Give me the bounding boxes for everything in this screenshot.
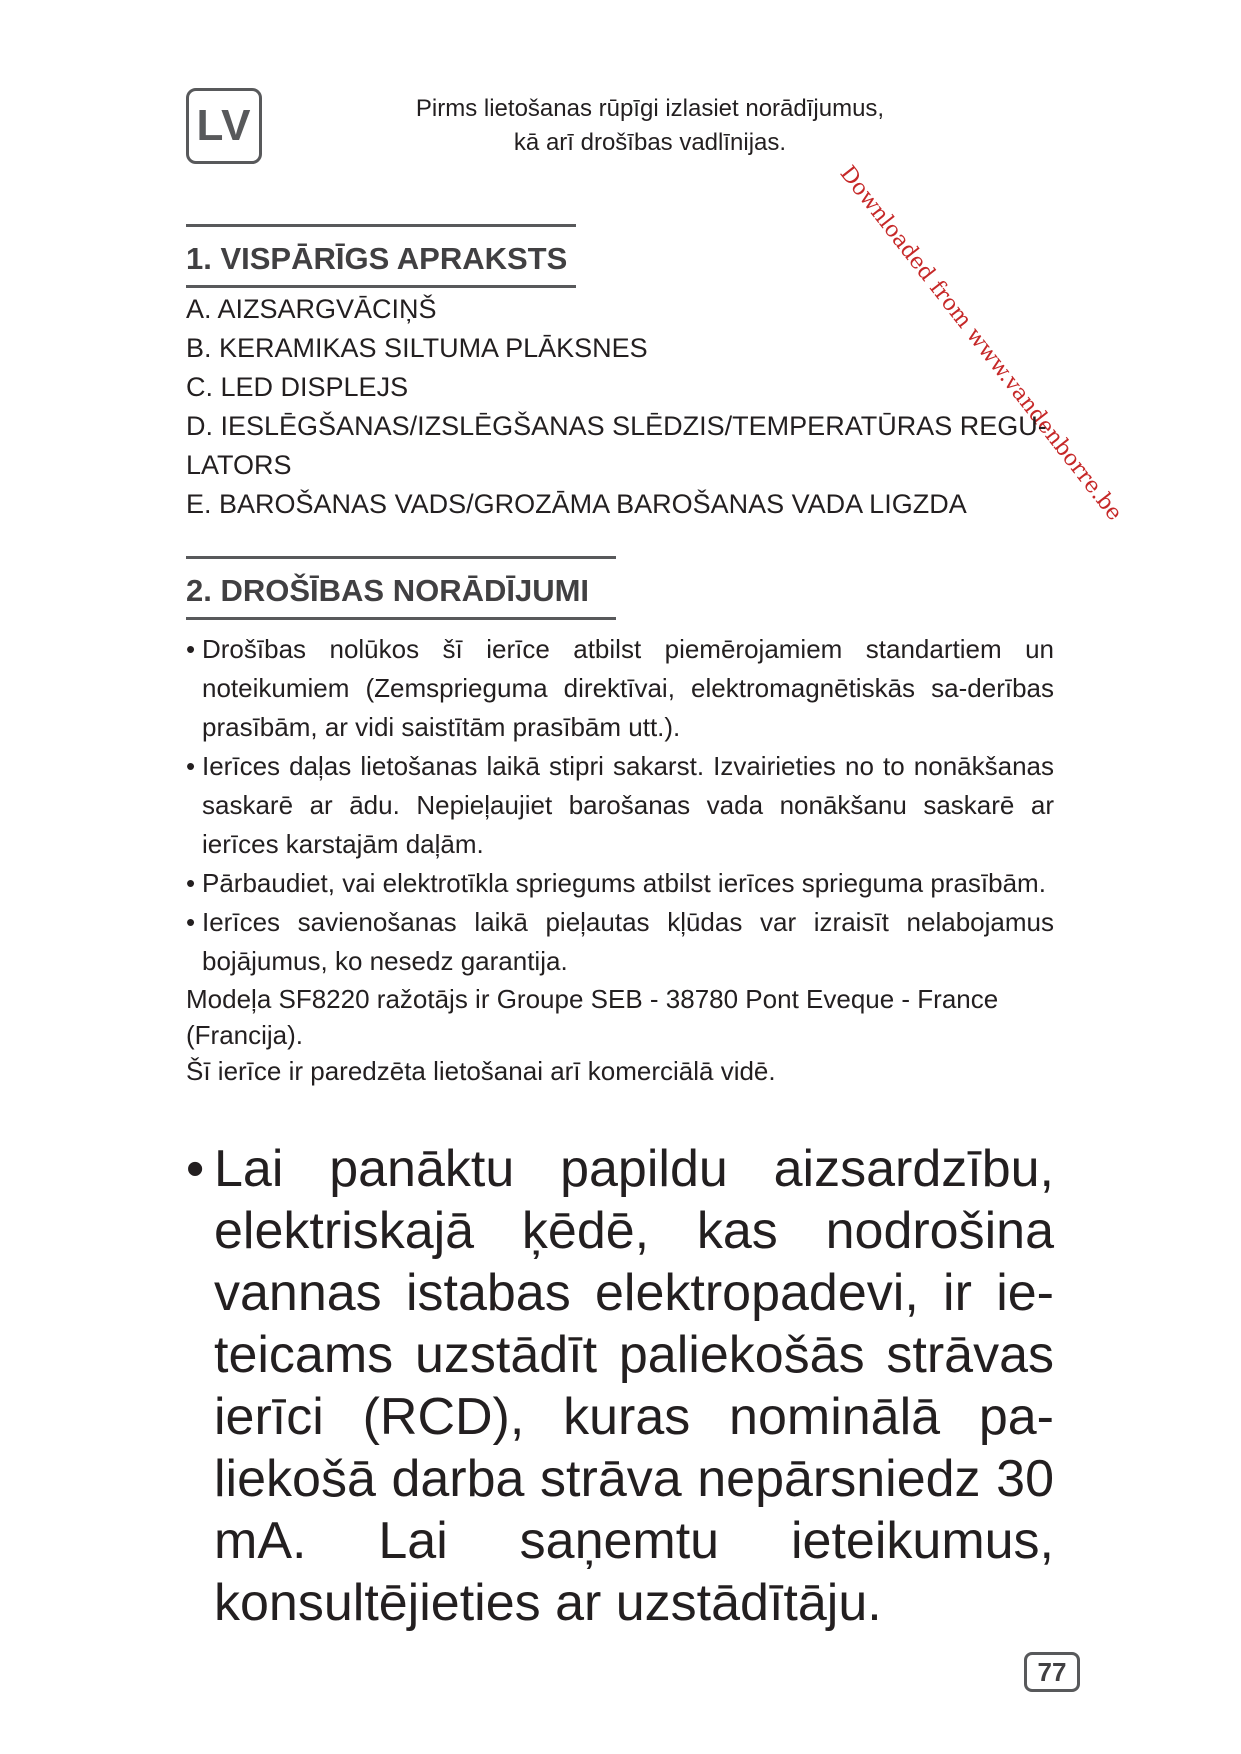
bullet-dot: • <box>186 1140 205 1198</box>
bullet-dot: • <box>186 634 196 664</box>
language-badge: LV <box>186 88 262 164</box>
safety-instructions <box>186 630 1054 1089</box>
safety-bullet-1 <box>186 630 1054 747</box>
safety-bullet-4 <box>186 903 1054 981</box>
intro-line-1: Pirms lietošanas rūpīgi izlasiet norādījumus, <box>415 95 885 122</box>
intro-text <box>300 92 1000 160</box>
rcd-recommendation-text: Lai panāktu papildu aizsardzību, elektriskajā ķēdē, kas nodrošina vannas istabas elektropadevi, ir ie-teicams uzstādīt paliekošās strāvas ierīci (RCD), kuras nominālā pa-liekošā darba strāva nepārsniedz 30 mA. Lai saņemtu ieteikumus, konsultējieties ar uzstādītāju. <box>214 1140 1054 1632</box>
safety-bullet-text: Ierīces daļas lietošanas laikā stipri sakarst. Izvairieties no to nonākšanas saskarē ar ādu. Nepieļaujiet barošanas vada nonākšanu saskarē ar ierīces karstajām daļām. <box>202 751 1054 859</box>
part-item-a: A. AIZSARGVĀCIŅŠ <box>186 294 437 324</box>
part-item-b: B. KERAMIKAS SILTUMA PLĀKSNES <box>186 333 648 363</box>
part-item-e: E. BAROŠANAS VADS/GROZĀMA BAROŠANAS VADA LIGZDA <box>186 489 967 519</box>
section-1-title: 1. VISPĀRĪGS APRAKSTS <box>186 224 576 288</box>
part-item-d: D. IESLĒGŠANAS/IZSLĒGŠANAS SLĒDZIS/TEMPERATŪRAS REGU- <box>186 411 1047 441</box>
commercial-use-note: Šī ierīce ir paredzēta lietošanai arī komerciālā vidē. <box>186 1056 776 1086</box>
page-number: 77 <box>1024 1652 1080 1692</box>
safety-bullet-text: Ierīces savienošanas laikā pieļautas kļūdas var izraisīt nelabojamus bojājumus, ko nesedz garantija. <box>202 907 1054 976</box>
part-item-d-continued: LATORS <box>186 450 292 480</box>
safety-bullet-3 <box>186 864 1054 903</box>
bullet-dot: • <box>186 907 196 937</box>
safety-bullet-text: Drošības nolūkos šī ierīce atbilst piemērojamiem standartiem un noteikumiem (Zemsprieguma direktīvai, elektromagnētiskās sa-derības prasībām, ar vidi saistītām prasībām utt.). <box>202 634 1054 742</box>
rcd-recommendation <box>186 1138 1054 1634</box>
download-watermark: Downloaded from www.vandenborre.be <box>834 161 1127 526</box>
intro-line-2: kā arī drošības vadlīnijas. <box>513 129 787 156</box>
manufacturer-note: Modeļa SF8220 ražotājs ir Groupe SEB - 38780 Pont Eveque - France (Francija). <box>186 984 999 1050</box>
section-2-title: 2. DROŠĪBAS NORĀDĪJUMI <box>186 556 616 620</box>
safety-bullet-text: Pārbaudiet, vai elektrotīkla spriegums atbilst ierīces sprieguma prasībām. <box>202 868 1046 898</box>
part-item-c: C. LED DISPLEJS <box>186 372 409 402</box>
bullet-dot: • <box>186 868 196 898</box>
safety-bullet-2 <box>186 747 1054 864</box>
parts-list <box>186 290 1056 524</box>
bullet-dot: • <box>186 751 196 781</box>
